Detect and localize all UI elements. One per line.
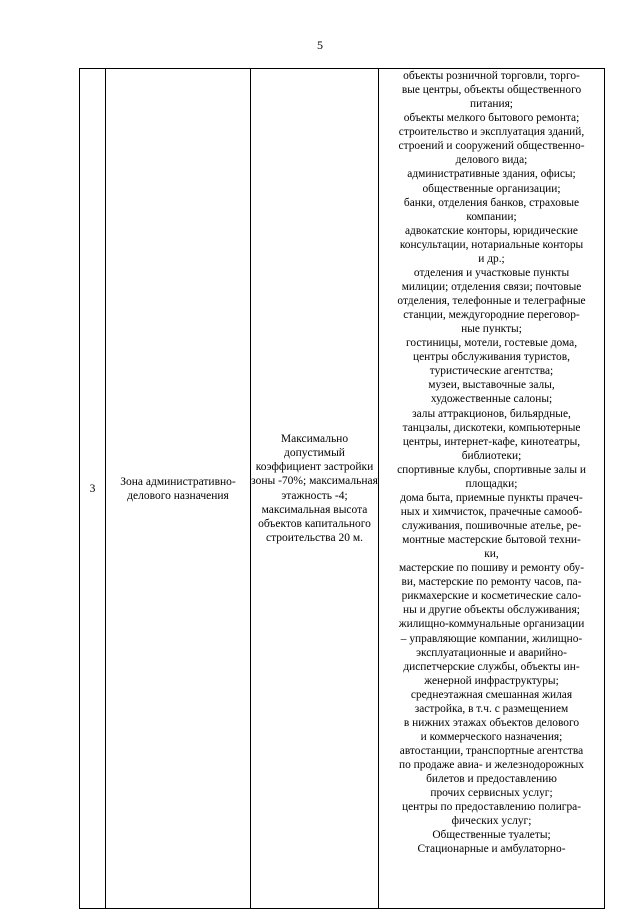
- use-line: отделения, телефонные и телеграфные: [397, 295, 586, 307]
- use-line: художественные салоны;: [430, 393, 553, 406]
- use-line: милиции; отделения связи; почтовые: [401, 280, 582, 293]
- use-line: билетов и предоставлению: [426, 773, 557, 786]
- use-line: площадки;: [465, 477, 518, 490]
- use-line: ны и другие объекты обслуживания;: [403, 604, 580, 617]
- use-line: среднеэтажная смешанная жилая: [410, 688, 573, 701]
- table-row: [80, 69, 605, 909]
- use-line: центры обслуживания туристов,: [413, 351, 570, 364]
- use-line: танцзалы, дискотеки, компьютерные: [402, 421, 581, 434]
- use-line: адвокатские конторы, юридические: [405, 224, 578, 237]
- use-line: банки, отделения банков, страховые: [403, 196, 580, 209]
- use-line: фических услуг;: [451, 815, 532, 828]
- use-line: отделения и участковые пункты: [413, 266, 570, 279]
- use-line: монтные мастерские бытовой техни-: [402, 534, 581, 547]
- use-line: строительство и эксплуатация зданий,: [398, 126, 585, 139]
- building-limits: Максимально допустимый коэффициент застройки зоны -70%; максимальная этажность -4; максимальная высота объектов капитального строительства 20 м.: [251, 69, 379, 909]
- use-line: объекты розничной торговли, торго-: [403, 70, 580, 82]
- zone-name: Зона административно-делового назначения: [106, 69, 251, 909]
- use-line: ви, мастерские по ремонту часов, па-: [401, 576, 582, 589]
- use-line: вые центры, объекты общественного: [401, 84, 582, 97]
- use-line: и коммерческого назначения;: [420, 730, 563, 743]
- use-line: жилищно-коммунальные организации: [398, 618, 585, 631]
- row-number: 3: [80, 69, 106, 909]
- use-line: ные пункты;: [461, 323, 522, 336]
- use-line: ки,: [484, 548, 499, 561]
- use-line: служивания, пошивочные ателье, ре-: [401, 520, 582, 532]
- use-line: застройка, в т.ч. с размещением: [414, 702, 569, 715]
- use-line: спортивные клубы, спортивные залы и: [397, 463, 586, 476]
- use-line: ных и химчисток, прачечные самооб-: [400, 505, 583, 518]
- use-line: в нижних этажах объектов делового: [403, 716, 580, 729]
- use-line: Стационарные и амбулаторно-: [417, 843, 566, 856]
- use-line: женерной инфраструктуры;: [424, 674, 559, 687]
- use-line: мастерские по пошиву и ремонту обу-: [399, 562, 584, 575]
- use-line: залы аттракционов, бильярдные,: [412, 407, 571, 420]
- use-line: Общественные туалеты;: [432, 829, 551, 842]
- use-line: питания;: [470, 98, 513, 111]
- use-line: библиотеки;: [461, 449, 522, 462]
- use-line: делового вида;: [455, 154, 528, 167]
- use-line: центры по предоставлению полигра-: [401, 801, 582, 814]
- use-line: общественные организации;: [422, 182, 561, 195]
- use-line: – управляющие компании, жилищно-: [400, 632, 583, 645]
- use-line: автостанции, транспортные агентства: [399, 745, 584, 757]
- use-line: диспетчерские службы, объекты ин-: [403, 660, 580, 673]
- use-line: туристические агентства;: [429, 365, 554, 378]
- use-line: музеи, выставочные залы,: [428, 379, 555, 392]
- use-line: по продаже авиа- и железнодорожных: [399, 759, 584, 772]
- use-line: строений и сооружений общественно-: [398, 140, 585, 153]
- use-line: станции, междугородние переговор-: [403, 309, 580, 322]
- use-line: гостиницы, мотели, гостевые дома,: [405, 337, 578, 350]
- use-line: рикмахерские и косметические сало-: [401, 590, 582, 603]
- page-number: 5: [317, 38, 323, 52]
- use-line: дома быта, приемные пункты прачеч-: [400, 491, 583, 504]
- use-line: консультации, нотариальные конторы: [399, 238, 584, 251]
- use-line: центры, интернет-кафе, кинотеатры,: [402, 435, 581, 448]
- use-line: объекты мелкого бытового ремонта;: [403, 112, 580, 125]
- use-line: прочих сервисных услуг;: [430, 787, 553, 800]
- use-line: и др.;: [478, 252, 505, 265]
- zoning-table: [79, 68, 605, 909]
- use-line: эксплуатационные и аварийно-: [416, 646, 567, 659]
- use-line: административные здания, офисы;: [407, 168, 576, 181]
- permitted-uses: [379, 69, 605, 909]
- use-line: компании;: [466, 210, 517, 223]
